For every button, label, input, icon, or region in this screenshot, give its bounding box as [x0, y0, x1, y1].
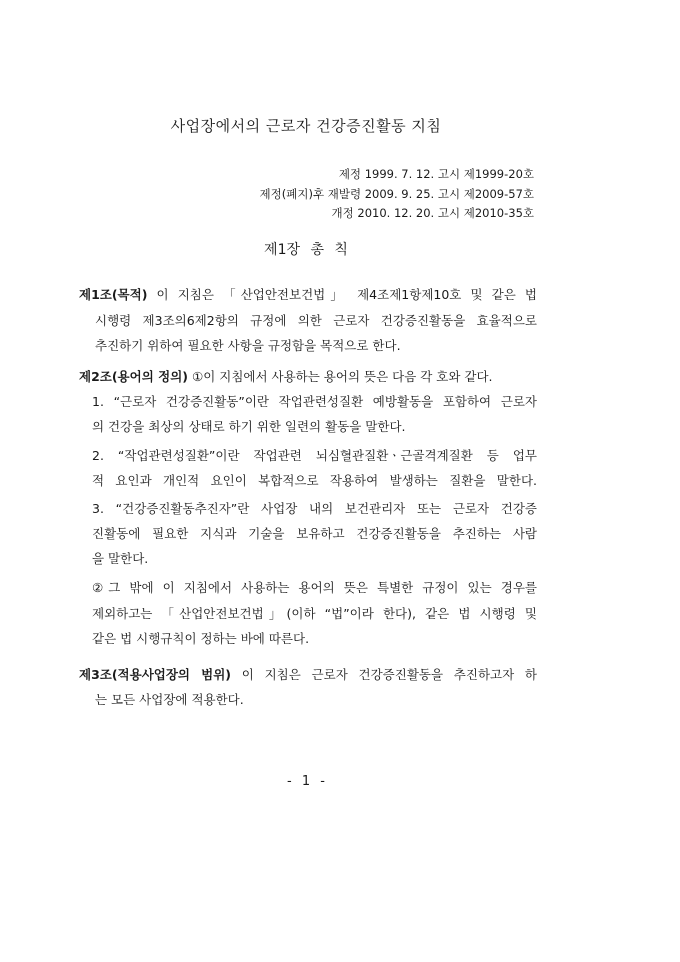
article-1-text-1: 이 지침은 「산업안전보건법」 제4조제1항제10호 및 같은 법	[147, 287, 537, 302]
article-2-heading: 제2조(용어의 정의)	[79, 369, 189, 384]
revision-line-2: 제정(폐지)후 재발령 2009. 9. 25. 고시 제2009-57호	[259, 187, 534, 201]
article-1-line-3: 추진하기 위하여 필요한 사항을 규정함을 목적으로 한다.	[95, 338, 401, 353]
definition-3-line-2: 진활동에 필요한 지식과 기술을 보유하고 건강증진활동을 추진하는 사람	[92, 526, 537, 541]
definition-1-line-1: 1. “근로자 건강증진활동”이란 작업관련성질환 예방활동을 포함하여 근로자	[92, 394, 537, 409]
article-2-text-1: ①이 지침에서 사용하는 용어의 뜻은 다음 각 호와 같다.	[188, 369, 493, 384]
article-2-para-2-line-2: 제외하고는 「산업안전보건법」(이하 “법”이라 한다), 같은 법 시행령 및	[92, 606, 537, 621]
document-title: 사업장에서의 근로자 건강증진활동 지침	[170, 117, 442, 135]
article-2-para-2-line-1: ②그 밖에 이 지침에서 사용하는 용어의 뜻은 특별한 규정이 있는 경우를	[92, 580, 537, 595]
article-3-line-1	[79, 665, 537, 683]
revision-line-1: 제정 1999. 7. 12. 고시 제1999-20호	[338, 167, 534, 181]
page-number: - 1 -	[287, 774, 325, 789]
article-1-line-1	[79, 285, 537, 303]
article-3-heading: 제3조(적용사업장의 범위)	[79, 667, 232, 682]
article-2-line-1	[79, 367, 537, 385]
definition-2-line-2: 적 요인과 개인적 요인이 복합적으로 작용하여 발생하는 질환을 말한다.	[92, 473, 537, 488]
definition-3-line-3: 을 말한다.	[92, 551, 149, 566]
article-1-line-2: 시행령 제3조의6제2항의 규정에 의한 근로자 건강증진활동을 효율적으로	[95, 313, 537, 328]
definition-3-line-1: 3. “건강증진활동추진자”란 사업장 내의 보건관리자 또는 근로자 건강증	[92, 501, 537, 516]
article-1-heading: 제1조(목적)	[79, 287, 148, 302]
chapter-heading: 제1장 총 칙	[264, 242, 348, 258]
article-3-line-2: 는 모든 사업장에 적용한다.	[95, 692, 244, 707]
revision-line-3: 개정 2010. 12. 20. 고시 제2010-35호	[331, 206, 534, 220]
article-3-text-1: 이 지침은 근로자 건강증진활동을 추진하고자 하	[231, 667, 538, 682]
article-2-para-2-line-3: 같은 법 시행규칙이 정하는 바에 따른다.	[92, 631, 310, 646]
definition-2-line-1: 2. “작업관련성질환”이란 작업관련 뇌심혈관질환ㆍ근골격계질환 등 업무	[92, 448, 537, 463]
definition-1-line-2: 의 건강을 최상의 상태로 하기 위한 일련의 활동을 말한다.	[92, 419, 406, 434]
